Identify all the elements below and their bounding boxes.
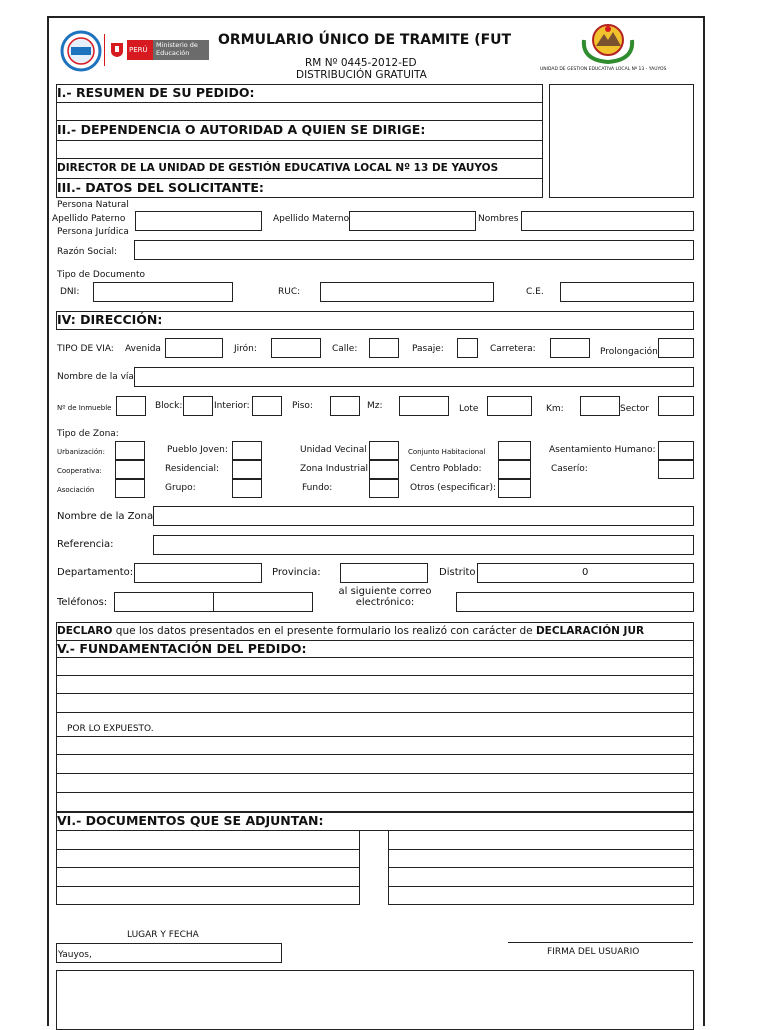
- ministry-label: Ministerio de Educación: [156, 41, 198, 57]
- unidad-vecinal-label: Unidad Vecinal: [300, 445, 367, 455]
- firma-line: [508, 942, 693, 943]
- distrito-value: 0: [582, 567, 589, 578]
- urbanizacion-checkbox[interactable]: [115, 441, 145, 460]
- por-lo-expuesto-text: POR LO EXPUESTO.: [67, 724, 154, 734]
- ruc-label: RUC:: [278, 287, 301, 297]
- conjunto-habitacional-checkbox[interactable]: [498, 441, 531, 460]
- fundamentacion-line: [56, 693, 694, 694]
- declaracion-jurada-bold: DECLARACIÓN JUR: [535, 625, 645, 637]
- section-2-heading: II.- DEPENDENCIA O AUTORIDAD A QUIEN SE DIRIGE:: [57, 122, 426, 137]
- residencial-checkbox[interactable]: [232, 460, 262, 479]
- declaro-body: que los datos presentados en el presente formulario los realizó con carácter de: [112, 625, 536, 637]
- peru-label-box: [127, 40, 153, 60]
- telefonos-label: Teléfonos:: [57, 597, 108, 608]
- departamento-input[interactable]: [134, 563, 262, 583]
- firma-label: FIRMA DEL USUARIO: [547, 947, 640, 957]
- fundamentacion-line: [56, 792, 694, 793]
- asentamiento-humano-checkbox[interactable]: [658, 441, 694, 460]
- nombre-via-label: Nombre de la vía: [57, 372, 134, 382]
- correo-input[interactable]: [456, 592, 694, 612]
- carretera-checkbox[interactable]: [550, 338, 590, 358]
- declaro-text: [57, 625, 693, 637]
- prolongacion-label: Prolongación: [600, 347, 658, 357]
- apellido-paterno-input[interactable]: [135, 211, 262, 231]
- distrito-input[interactable]: [477, 563, 694, 583]
- correo-label: al siguiente correo electrónico:: [338, 586, 432, 608]
- interior-input[interactable]: [252, 396, 282, 416]
- mz-input[interactable]: [399, 396, 449, 416]
- form-title: ORMULARIO ÚNICO DE TRAMITE (FUT: [218, 32, 512, 48]
- calle-checkbox[interactable]: [369, 338, 399, 358]
- tipo-documento-label: Tipo de Documento: [57, 270, 146, 280]
- carretera-label: Carretera:: [490, 344, 536, 354]
- lote-input[interactable]: [487, 396, 532, 416]
- nombres-input[interactable]: [521, 211, 694, 231]
- departamento-label: Departamento:: [57, 567, 134, 578]
- pueblo-joven-label: Pueblo Joven:: [167, 445, 228, 455]
- educacion-logo: [60, 30, 102, 72]
- unidad-vecinal-checkbox[interactable]: [369, 441, 399, 460]
- section-6-heading: VI.- DOCUMENTOS QUE SE ADJUNTAN:: [57, 813, 324, 828]
- lugar-fecha-input[interactable]: [56, 943, 282, 963]
- fundo-label: Fundo:: [302, 483, 333, 493]
- otros-checkbox[interactable]: [498, 479, 531, 498]
- fundamentacion-line: [56, 773, 694, 774]
- photo-box: [549, 84, 694, 198]
- calle-label: Calle:: [332, 344, 358, 354]
- caserio-label: Caserío:: [551, 464, 588, 474]
- rm-number: RM Nº 0445-2012-ED: [305, 57, 417, 69]
- asociacion-label: Asociación: [57, 486, 95, 494]
- divider: [56, 886, 360, 887]
- piso-label: Piso:: [292, 401, 313, 411]
- referencia-input[interactable]: [153, 535, 694, 555]
- ce-input[interactable]: [560, 282, 694, 302]
- divider: [388, 849, 694, 850]
- jiron-label: Jirón:: [234, 344, 257, 354]
- grupo-checkbox[interactable]: [232, 479, 262, 498]
- fundamentacion-line: [56, 736, 694, 737]
- pasaje-label: Pasaje:: [412, 344, 444, 354]
- fundamentacion-line: [56, 712, 694, 713]
- educacion-badge-icon: [60, 30, 102, 72]
- km-label: Km:: [546, 404, 564, 414]
- km-input[interactable]: [580, 396, 620, 416]
- block-input[interactable]: [183, 396, 213, 416]
- razon-social-input[interactable]: [134, 240, 694, 260]
- dni-input[interactable]: [93, 282, 233, 302]
- divider: [56, 849, 360, 850]
- divider: [56, 158, 542, 159]
- apellido-materno-label: Apellido Materno: [273, 214, 350, 224]
- telefono-1-input[interactable]: [114, 592, 214, 612]
- ce-label: C.E.: [526, 287, 544, 297]
- asentamiento-humano-label: Asentamiento Humano:: [549, 445, 656, 455]
- ugel-caption: UNIDAD DE GESTION EDUCATIVA LOCAL Nº 13 - YAUYOS: [540, 67, 667, 72]
- provincia-input[interactable]: [340, 563, 428, 583]
- residencial-label: Residencial:: [165, 464, 220, 474]
- divider: [388, 867, 694, 868]
- otros-label: Otros (especificar):: [410, 483, 496, 493]
- grupo-label: Grupo:: [165, 483, 196, 493]
- summary-input[interactable]: [57, 103, 541, 120]
- distrito-label: Distrito: [439, 567, 476, 578]
- tipo-zona-label: Tipo de Zona:: [57, 429, 119, 439]
- ugel-emblem-icon: [578, 20, 638, 64]
- divider: [56, 120, 542, 121]
- piso-input[interactable]: [330, 396, 360, 416]
- peru-shield-icon: [110, 42, 124, 58]
- divider: [56, 867, 360, 868]
- pueblo-joven-checkbox[interactable]: [232, 441, 262, 460]
- nombre-via-input[interactable]: [134, 367, 694, 387]
- section-1-heading: I.- RESUMEN DE SU PEDIDO:: [57, 85, 255, 100]
- lugar-value: Yauyos,: [58, 950, 92, 960]
- sector-label: Sector: [620, 404, 649, 414]
- section-3-heading: III.- DATOS DEL SOLICITANTE:: [57, 180, 264, 195]
- fundo-checkbox[interactable]: [369, 479, 399, 498]
- centro-poblado-checkbox[interactable]: [498, 460, 531, 479]
- jiron-checkbox[interactable]: [271, 338, 321, 358]
- apellido-materno-input[interactable]: [349, 211, 476, 231]
- header-divider: [104, 34, 105, 66]
- sector-input[interactable]: [658, 396, 694, 416]
- divider: [388, 886, 694, 887]
- nombres-label: Nombres: [478, 214, 519, 224]
- fundamentacion-line: [56, 675, 694, 676]
- pasaje-checkbox[interactable]: [457, 338, 478, 358]
- director-text: DIRECTOR DE LA UNIDAD DE GESTIÓN EDUCATIVA LOCAL Nº 13 DE YAUYOS: [57, 162, 499, 174]
- urbanizacion-label: Urbanización:: [57, 448, 105, 456]
- razon-social-label: Razón Social:: [57, 247, 118, 257]
- lugar-fecha-label: LUGAR Y FECHA: [127, 930, 199, 940]
- centro-poblado-label: Centro Poblado:: [410, 464, 482, 474]
- section-5-heading: V.- FUNDAMENTACIÓN DEL PEDIDO:: [57, 641, 307, 656]
- num-inmueble-input[interactable]: [116, 396, 146, 416]
- lote-label: Lote: [459, 404, 479, 414]
- interior-label: Interior:: [214, 401, 250, 411]
- peru-label: PERÚ: [129, 46, 148, 54]
- block-label: Block:: [155, 401, 183, 411]
- caserio-checkbox[interactable]: [658, 460, 694, 479]
- telefono-2-input[interactable]: [213, 592, 313, 612]
- tipo-via-label: TIPO DE VIA:: [57, 344, 114, 354]
- cooperativa-label: Cooperativa:: [57, 467, 102, 475]
- ministry-label-box: [153, 40, 209, 60]
- section-4-heading: IV: DIRECCIÓN:: [57, 312, 163, 327]
- persona-juridica-label: Persona Jurídica: [57, 227, 129, 237]
- cooperativa-checkbox[interactable]: [115, 460, 145, 479]
- fundamentacion-line: [56, 754, 694, 755]
- referencia-label: Referencia:: [57, 539, 114, 550]
- declaro-bold: DECLARO: [57, 625, 113, 637]
- distribution-label: DISTRIBUCIÓN GRATUITA: [296, 69, 427, 81]
- conjunto-habitacional-label: Conjunto Habitacional: [408, 448, 486, 456]
- divider: [56, 657, 694, 658]
- avenida-label: Avenida: [125, 344, 161, 354]
- apellido-paterno-label: Apellido Paterno: [52, 214, 126, 224]
- ugel-emblem: [578, 20, 638, 64]
- nombre-zona-input[interactable]: [153, 506, 694, 526]
- num-inmueble-label: Nº de Inmueble: [57, 404, 112, 412]
- ruc-input[interactable]: [320, 282, 494, 302]
- avenida-checkbox[interactable]: [165, 338, 223, 358]
- divider: [56, 140, 542, 141]
- divider: [56, 178, 542, 179]
- nombre-zona-label: Nombre de la Zona: [57, 511, 154, 522]
- footer-box: [56, 970, 694, 1030]
- dni-label: DNI:: [60, 287, 80, 297]
- zona-industrial-label: Zona Industrial: [300, 464, 368, 474]
- prolongacion-checkbox[interactable]: [658, 338, 694, 358]
- zona-industrial-checkbox[interactable]: [369, 460, 399, 479]
- asociacion-checkbox[interactable]: [115, 479, 145, 498]
- persona-natural-label: Persona Natural: [57, 200, 129, 210]
- mz-label: Mz:: [367, 401, 383, 411]
- provincia-label: Provincia:: [272, 567, 321, 578]
